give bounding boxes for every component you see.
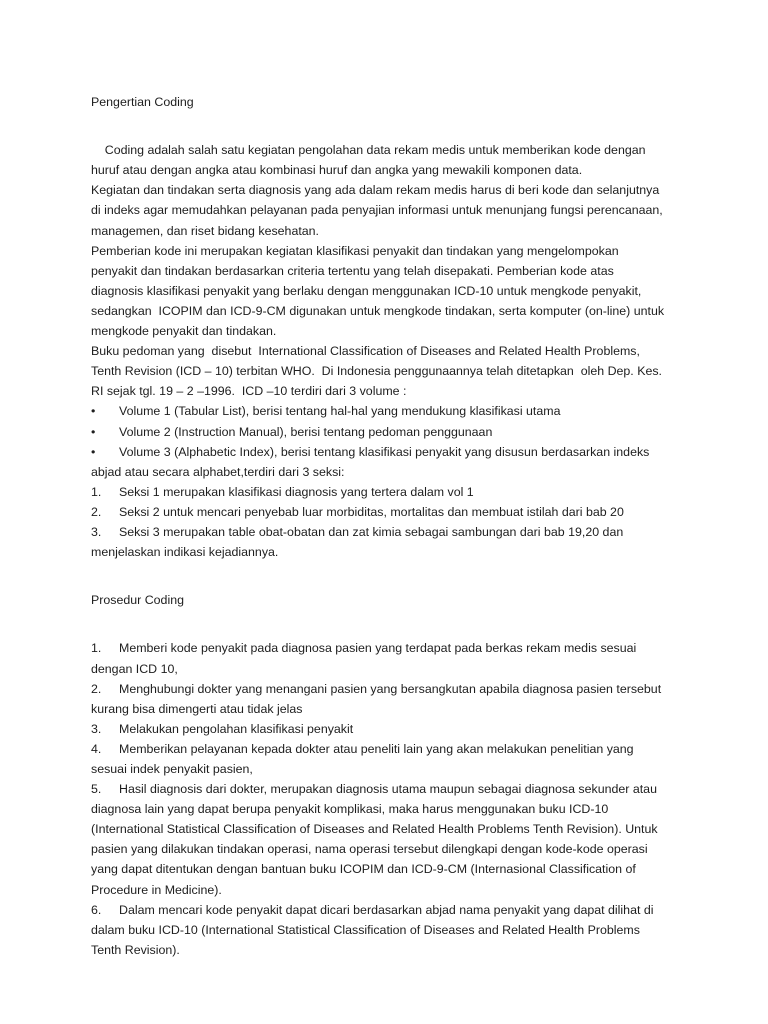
bullet-text: Volume 1 (Tabular List), berisi tentang hal-hal yang mendukung klasifikasi utama bbox=[119, 404, 561, 419]
paragraph-line: Tenth Revision (ICD – 10) terbitan WHO. Di Indonesia penggunaannya telah ditetapkan oleh Dep. Kes. bbox=[91, 364, 662, 379]
numbered-text: Memberi kode penyakit pada diagnosa pasien yang terdapat pada berkas rekam medis sesuai bbox=[119, 641, 637, 656]
seksi-numbered-list bbox=[91, 482, 691, 562]
numbered-continuation: yang dapat ditentukan dengan bantuan buku ICOPIM dan ICD-9-CM (Internasional Classification of bbox=[91, 862, 636, 877]
numbered-text: Melakukan pengolahan klasifikasi penyakit bbox=[119, 721, 354, 736]
numbered-text: Seksi 1 merupakan klasifikasi diagnosis yang tertera dalam vol 1 bbox=[119, 484, 474, 499]
bullet-marker: • bbox=[91, 444, 96, 459]
numbered-text: Dalam mencari kode penyakit dapat dicari berdasarkan abjad nama penyakit yang dapat dilihat di bbox=[119, 902, 654, 917]
paragraph-line: penyakit dan tindakan berdasarkan criteria tertentu yang telah disepakati. Pemberian kode atas bbox=[91, 263, 614, 278]
section-title: Pengertian Coding bbox=[91, 95, 194, 109]
numbered-continuation: (International Statistical Classification of Diseases and Related Health Problems Tenth Revision). Untuk bbox=[91, 822, 658, 837]
numbered-item bbox=[91, 482, 691, 502]
document-body bbox=[91, 92, 691, 960]
numbered-item bbox=[91, 779, 691, 799]
number-marker: 2. bbox=[91, 504, 102, 519]
numbered-text: Menghubungi dokter yang menangani pasien yang bersangkutan apabila diagnosa pasien tersebut bbox=[119, 681, 662, 696]
bullet-continuation: abjad atau secara alphabet,terdiri dari 3 seksi: bbox=[91, 464, 345, 479]
numbered-item bbox=[91, 638, 691, 658]
numbered-continuation: Tenth Revision). bbox=[91, 942, 180, 957]
numbered-continuation: kurang bisa dimengerti atau tidak jelas bbox=[91, 701, 303, 716]
number-marker: 6. bbox=[91, 902, 102, 917]
bullet-item bbox=[91, 422, 691, 442]
bullet-marker: • bbox=[91, 424, 96, 439]
volume-bullet-list bbox=[91, 401, 691, 481]
paragraph-line: diagnosis klasifikasi penyakit yang berlaku dengan menggunakan ICD-10 untuk mengkode penyakit, bbox=[91, 283, 642, 298]
paragraph-line: huruf atau dengan angka atau kombinasi huruf dan angka yang mewakili komponen data. bbox=[91, 163, 583, 178]
numbered-continuation: diagnosa lain yang dapat berupa penyakit komplikasi, maka harus menggunakan buku ICD-10 bbox=[91, 802, 609, 817]
numbered-item bbox=[91, 900, 691, 920]
numbered-text: Hasil diagnosis dari dokter, merupakan diagnosis utama maupun sebagai diagnosa sekunder atau bbox=[119, 782, 657, 797]
numbered-continuation: pasien yang dilakukan tindakan operasi, nama operasi tersebut dilengkapi dengan kode-kode operasi bbox=[91, 842, 648, 857]
paragraph-line: Buku pedoman yang disebut International Classification of Diseases and Related Health Problems, bbox=[91, 344, 640, 359]
number-marker: 3. bbox=[91, 721, 102, 736]
paragraph-line: mengkode penyakit dan tindakan. bbox=[91, 324, 277, 339]
bullet-item bbox=[91, 442, 691, 462]
numbered-text: Memberikan pelayanan kepada dokter atau peneliti lain yang akan melakukan penelitian yang bbox=[119, 741, 634, 756]
numbered-item bbox=[91, 719, 691, 739]
numbered-item bbox=[91, 502, 691, 522]
numbered-continuation: dengan ICD 10, bbox=[91, 661, 178, 676]
number-marker: 1. bbox=[91, 641, 102, 656]
numbered-continuation: dalam buku ICD-10 (International Statistical Classification of Diseases and Related Health Problems bbox=[91, 922, 640, 937]
number-marker: 2. bbox=[91, 681, 102, 696]
number-marker: 5. bbox=[91, 782, 102, 797]
numbered-text: Seksi 2 untuk mencari penyebab luar morbiditas, mortalitas dan membuat istilah dari bab 20 bbox=[119, 504, 624, 519]
numbered-continuation: Procedure in Medicine). bbox=[91, 882, 222, 897]
paragraph-line: di indeks agar memudahkan pelayanan pada penyajian informasi untuk menunjang fungsi perencanaan, bbox=[91, 203, 663, 218]
bullet-text: Volume 2 (Instruction Manual), berisi tentang pedoman penggunaan bbox=[119, 424, 493, 439]
section-title: Prosedur Coding bbox=[91, 593, 184, 608]
paragraph-line: Coding adalah salah satu kegiatan pengolahan data rekam medis untuk memberikan kode dengan bbox=[91, 143, 646, 158]
paragraph-line: RI sejak tgl. 19 – 2 –1996. ICD –10 terdiri dari 3 volume : bbox=[91, 384, 407, 399]
number-marker: 4. bbox=[91, 741, 102, 756]
numbered-text: Seksi 3 merupakan table obat-obatan dan zat kimia sebagai sambungan dari bab 19,20 dan bbox=[119, 524, 624, 539]
numbered-continuation: menjelaskan indikasi kejadiannya. bbox=[91, 545, 279, 560]
paragraph-line: sedangkan ICOPIM dan ICD-9-CM digunakan untuk mengkode tindakan, serta komputer (on-line) untuk bbox=[91, 303, 665, 318]
bullet-marker: • bbox=[91, 404, 96, 419]
bullet-item bbox=[91, 401, 691, 421]
section-1-intro bbox=[91, 140, 691, 401]
numbered-item bbox=[91, 739, 691, 759]
number-marker: 1. bbox=[91, 484, 102, 499]
numbered-continuation: sesuai indek penyakit pasien, bbox=[91, 762, 253, 776]
numbered-item bbox=[91, 522, 691, 542]
paragraph-line: Kegiatan dan tindakan serta diagnosis yang ada dalam rekam medis harus di beri kode dan selanjutnya bbox=[91, 183, 660, 198]
number-marker: 3. bbox=[91, 524, 102, 539]
numbered-item bbox=[91, 679, 691, 699]
paragraph-line: Pemberian kode ini merupakan kegiatan klasifikasi penyakit dan tindakan yang mengelompokan bbox=[91, 243, 619, 258]
bullet-text: Volume 3 (Alphabetic Index), berisi tentang klasifikasi penyakit yang disusun berdasarkan indeks bbox=[119, 444, 650, 459]
prosedur-numbered-list bbox=[91, 638, 691, 960]
paragraph-line: managemen, dan riset bidang kesehatan. bbox=[91, 223, 320, 238]
